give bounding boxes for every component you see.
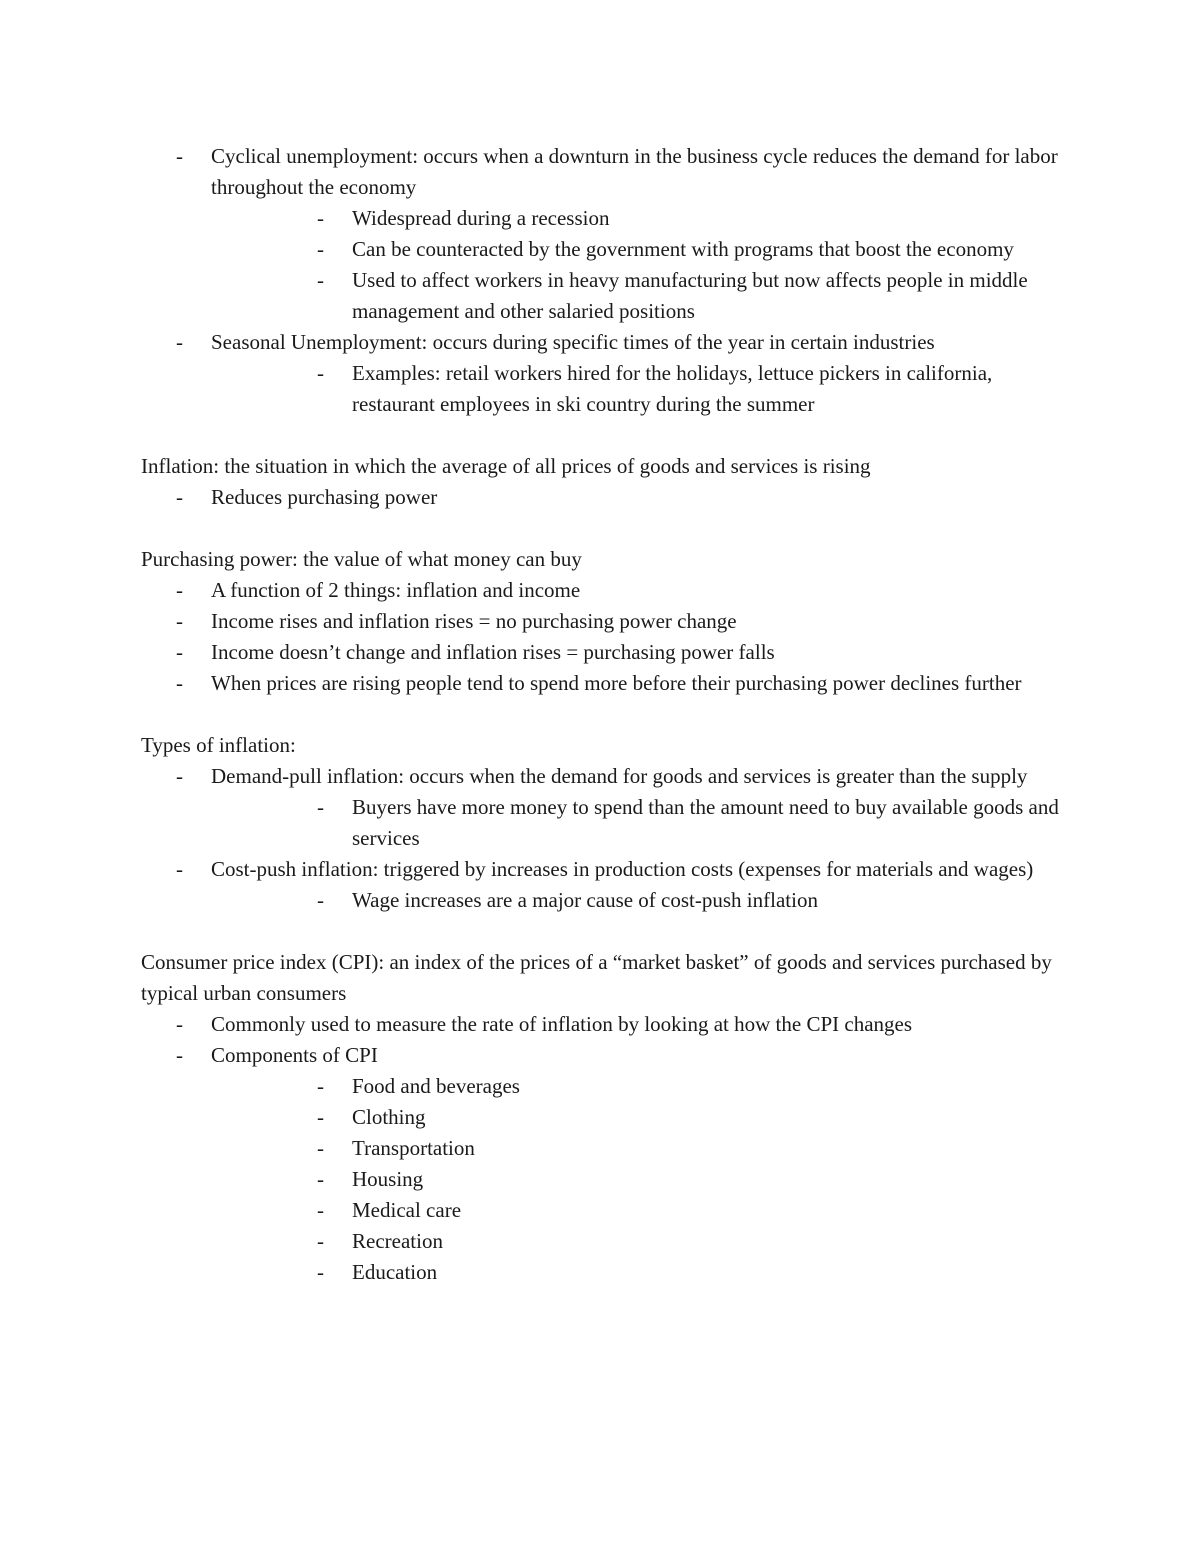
bullet-dash: -: [317, 1105, 324, 1129]
bullet-dash: -: [317, 795, 324, 819]
list-item: [211, 265, 1071, 327]
list-item-text: Buyers have more money to spend than the amount need to buy available goods and services: [352, 795, 1059, 850]
list-item: [211, 1102, 1071, 1133]
list-item-text: Education: [352, 1260, 438, 1284]
paragraph-gap: [141, 513, 1071, 544]
bullet-dash: -: [176, 330, 183, 354]
list-item-text: Commonly used to measure the rate of inflation by looking at how the CPI changes: [211, 1012, 913, 1036]
bullet-dash: -: [176, 144, 183, 168]
list-item: [211, 358, 1071, 420]
list-item-text: Cyclical unemployment: occurs when a downturn in the business cycle reduces the demand for labor throughout the economy: [211, 144, 1058, 199]
bullet-dash: -: [317, 1136, 324, 1160]
types-of-inflation-list: [141, 761, 1071, 916]
list-item-text: Food and beverages: [352, 1074, 520, 1098]
list-item-text: Can be counteracted by the government with programs that boost the economy: [352, 237, 1014, 261]
bullet-dash: -: [317, 237, 324, 261]
paragraph-gap: [141, 699, 1071, 730]
bullet-dash: -: [317, 206, 324, 230]
list-item-text: A function of 2 things: inflation and income: [211, 578, 581, 602]
cpi-list: [141, 1009, 1071, 1288]
sublist: [211, 885, 1071, 916]
list-item-text: Income rises and inflation rises = no purchasing power change: [211, 609, 737, 633]
sublist: [211, 358, 1071, 420]
list-item-text: Seasonal Unemployment: occurs during specific times of the year in certain industries: [211, 330, 935, 354]
list-item: [211, 885, 1071, 916]
list-item: [211, 1133, 1071, 1164]
list-item-text: Components of CPI: [211, 1043, 378, 1067]
bullet-dash: -: [317, 1074, 324, 1098]
list-item: [141, 637, 1071, 668]
bullet-dash: -: [317, 268, 324, 292]
list-item: [141, 575, 1071, 606]
bullet-dash: -: [317, 888, 324, 912]
list-item: [211, 1257, 1071, 1288]
list-item: [141, 606, 1071, 637]
list-item: [211, 203, 1071, 234]
bullet-dash: -: [317, 1229, 324, 1253]
bullet-dash: -: [176, 640, 183, 664]
bullet-dash: -: [176, 671, 183, 695]
list-item: [211, 1164, 1071, 1195]
list-item-text: Demand-pull inflation: occurs when the demand for goods and services is greater than the supply: [211, 764, 1028, 788]
document-content: [141, 141, 1071, 1288]
unemployment-list: [141, 141, 1071, 420]
paragraph-gap: [141, 916, 1071, 947]
bullet-dash: -: [176, 1012, 183, 1036]
list-item: [141, 668, 1071, 699]
list-item-text: Income doesn’t change and inflation rises = purchasing power falls: [211, 640, 775, 664]
list-item-text: Housing: [352, 1167, 424, 1191]
paragraph-gap: [141, 420, 1071, 451]
cpi-heading: Consumer price index (CPI): an index of the prices of a “market basket” of goods and services purchased by typical urban consumers: [141, 950, 1052, 1005]
list-item: [141, 482, 1071, 513]
purchasing-power-list: [141, 575, 1071, 699]
inflation-heading: Inflation: the situation in which the average of all prices of goods and services is rising: [141, 454, 871, 478]
sublist: [211, 203, 1071, 327]
list-item: [141, 1009, 1071, 1040]
purchasing-power-heading: Purchasing power: the value of what money can buy: [141, 547, 582, 571]
list-item: [211, 1071, 1071, 1102]
list-item-text: Recreation: [352, 1229, 443, 1253]
list-item: [211, 1226, 1071, 1257]
bullet-dash: -: [176, 485, 183, 509]
list-item-text: Wage increases are a major cause of cost-push inflation: [352, 888, 818, 912]
list-item: [141, 854, 1071, 916]
bullet-dash: -: [317, 1260, 324, 1284]
list-item-text: When prices are rising people tend to spend more before their purchasing power declines further: [211, 671, 1022, 695]
inflation-list: [141, 482, 1071, 513]
list-item: [141, 761, 1071, 854]
list-item: [141, 1040, 1071, 1288]
list-item: [211, 792, 1071, 854]
bullet-dash: -: [317, 1167, 324, 1191]
types-of-inflation-heading: Types of inflation:: [141, 733, 296, 757]
list-item: [211, 1195, 1071, 1226]
list-item-text: Medical care: [352, 1198, 462, 1222]
list-item-text: Widespread during a recession: [352, 206, 610, 230]
bullet-dash: -: [176, 609, 183, 633]
bullet-dash: -: [317, 361, 324, 385]
bullet-dash: -: [317, 1198, 324, 1222]
cpi-components-list: [211, 1071, 1071, 1288]
list-item-text: Used to affect workers in heavy manufacturing but now affects people in middle management and other salaried positions: [352, 268, 1028, 323]
bullet-dash: -: [176, 857, 183, 881]
list-item-text: Transportation: [352, 1136, 475, 1160]
list-item-text: Examples: retail workers hired for the holidays, lettuce pickers in california, restaurant employees in ski country during the summer: [352, 361, 993, 416]
bullet-dash: -: [176, 1043, 183, 1067]
list-item: [211, 234, 1071, 265]
bullet-dash: -: [176, 764, 183, 788]
list-item: [141, 141, 1071, 327]
bullet-dash: -: [176, 578, 183, 602]
list-item-text: Reduces purchasing power: [211, 485, 438, 509]
list-item: [141, 327, 1071, 420]
list-item-text: Cost-push inflation: triggered by increases in production costs (expenses for materials and wages): [211, 857, 1034, 881]
list-item-text: Clothing: [352, 1105, 426, 1129]
sublist: [211, 792, 1071, 854]
